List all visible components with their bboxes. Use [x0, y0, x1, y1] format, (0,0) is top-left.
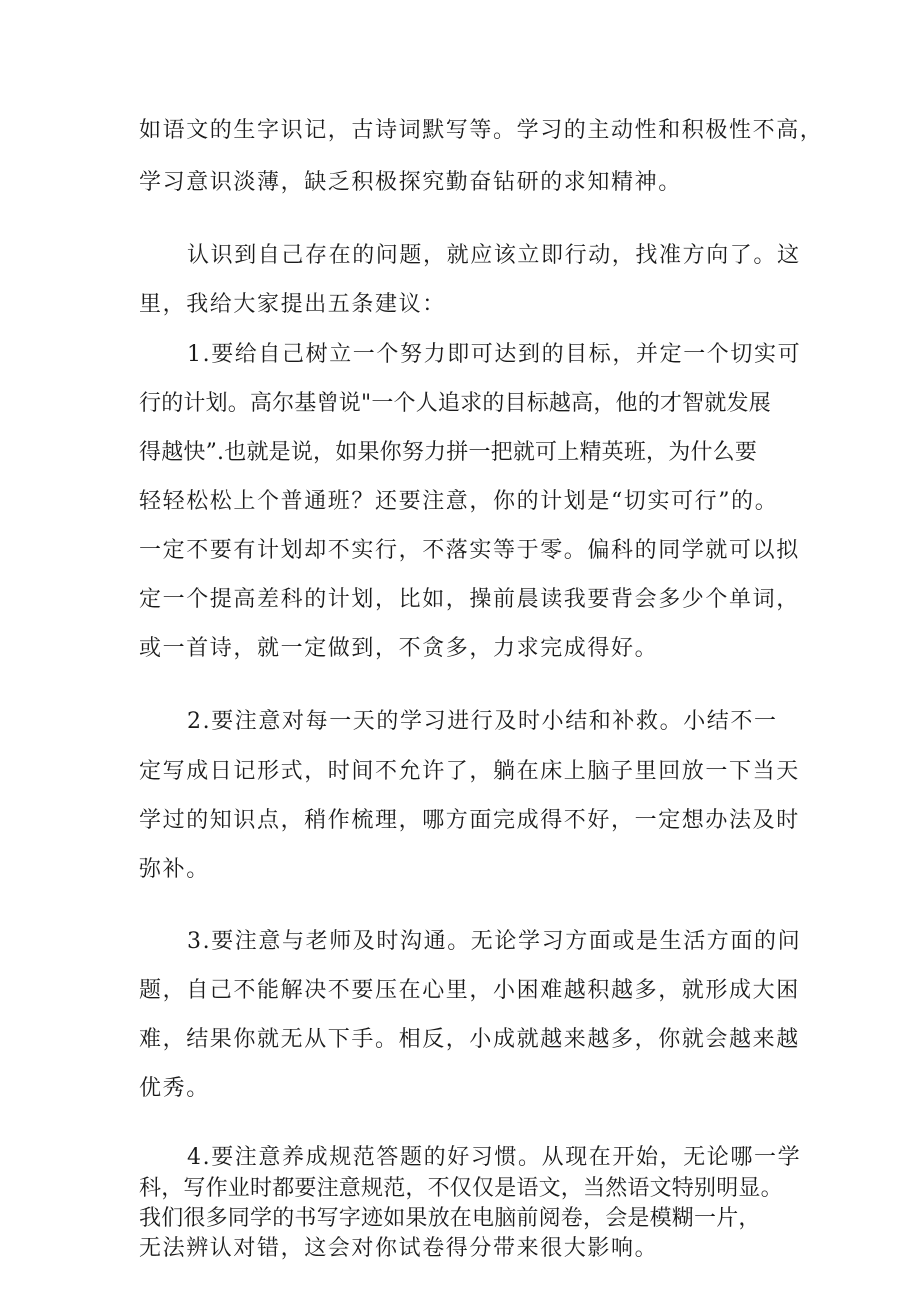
text-line: 我们很多同学的书写字迹如果放在电脑前阅卷，会是模糊一片， [139, 1206, 761, 1231]
text-line: 认识到自己存在的问题，就应该立即行动，找准方向了。这 [187, 243, 801, 268]
text-line: 一定不要有计划却不实行，不落实等于零。偏科的同学就可以拟 [139, 538, 800, 563]
text-line: 科，写作业时都要注意规范，不仅仅是语文，当然语文特别明显。 [139, 1176, 783, 1201]
text-line: 弥补。 [139, 857, 210, 882]
text-line: 定写成日记形式，时间不允许了，躺在床上脑子里回放一下当天 [139, 759, 800, 784]
text-line: 如语文的生字识记，古诗词默写等。学习的主动性和积极性不高， [139, 118, 824, 143]
text-line: 或一首诗，就一定做到，不贪多，力求完成得好。 [139, 636, 659, 661]
text-line: 学习意识淡薄，缺乏积极探究勤奋钻研的求知精神。 [139, 170, 682, 195]
text-line: 1.要给自己树立一个努力即可达到的目标，并定一个切实可 [187, 342, 802, 367]
text-line: 里，我给大家提出五条建议： [139, 292, 446, 317]
text-line: 定一个提高差科的计划，比如，操前晨读我要背会多少个单词， [139, 587, 800, 612]
text-line: 难，结果你就无从下手。相反，小成就越来越多，你就会越来越 [139, 1027, 800, 1052]
text-line: 题，自己不能解决不要压在心里，小困难越积越多，就形成大困 [139, 978, 800, 1003]
text-line: 学过的知识点，稍作梳理，哪方面完成得不好，一定想办法及时 [139, 808, 800, 833]
text-line: 2.要注意对每一天的学习进行及时小结和补救。小结不一 [187, 709, 778, 734]
text-line: 得越快”.也就是说，如果你努力拼一把就可上精英班，为什么要 [139, 440, 758, 465]
text-line: 优秀。 [139, 1076, 210, 1101]
text-line: 无法辨认对错，这会对你试卷得分带来很大影响。 [139, 1236, 659, 1261]
text-line: 轻轻松松上个普通班？还要注意，你的计划是“切实可行”的。 [139, 489, 779, 514]
text-line: 4.要注意养成规范答题的好习惯。从现在开始，无论哪一学 [187, 1145, 802, 1170]
text-line: 行的计划。高尔基曾说"一个人追求的目标越高，他的才智就发展 [139, 391, 771, 416]
text-line: 3.要注意与老师及时沟通。无论学习方面或是生活方面的问 [187, 929, 802, 954]
